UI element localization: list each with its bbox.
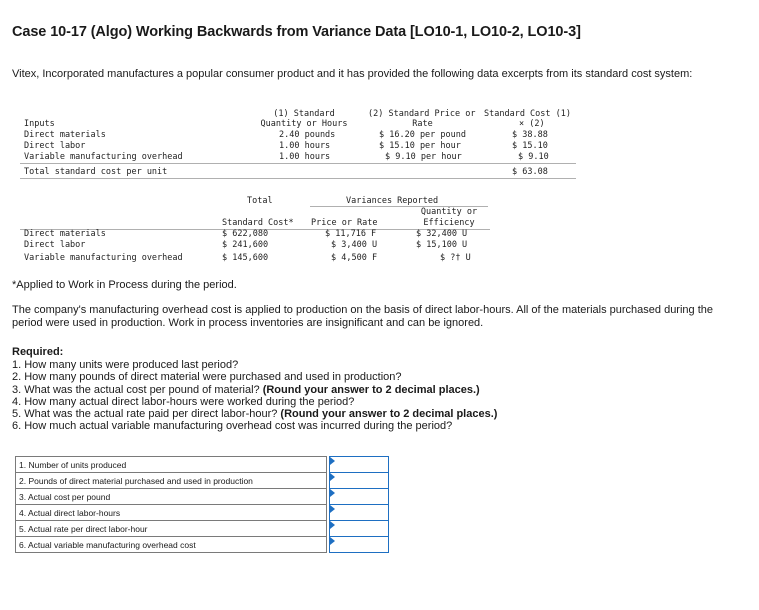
required-text: 5. What was the actual rate paid per direct labor-hour?	[12, 408, 281, 421]
answer-row	[16, 473, 389, 489]
col2-header-line1: (2) Standard Price or	[368, 109, 476, 119]
answer-input-labor-rate[interactable]	[330, 521, 389, 537]
std-row-label: Direct materials	[24, 130, 106, 140]
required-item	[12, 371, 497, 383]
var-row-qty	[440, 253, 471, 264]
std-row-price: $ 9.10 per hour	[385, 152, 462, 162]
std-row-label: Variable manufacturing overhead	[24, 152, 183, 162]
answer-row	[16, 457, 389, 473]
required-item	[12, 408, 497, 420]
answer-table	[15, 456, 389, 553]
col2-header-line2: Rate	[412, 119, 433, 129]
std-row-cost: $ 9.10	[518, 152, 549, 162]
var-row-price: $ 11,716 F	[325, 229, 377, 239]
qty-eff-header-line2: Efficiency	[423, 218, 475, 228]
inputs-header: Inputs	[24, 119, 55, 129]
total-label: Total standard cost per unit	[24, 167, 168, 177]
answer-row	[16, 489, 389, 505]
var-row-label: Variable manufacturing overhead	[24, 253, 183, 263]
var-row-std-cost: $ 241,600	[222, 240, 269, 250]
page-title: Case 10-17 (Algo) Working Backwards from Variance Data [LO10-1, LO10-2, LO10-3]	[12, 24, 581, 40]
required-heading: Required:	[12, 346, 64, 358]
required-text: 4. How many actual direct labor-hours were worked during the period?	[12, 395, 355, 408]
answer-label: 3. Actual cost per pound	[16, 489, 327, 505]
answer-row	[16, 537, 389, 553]
required-text: 6. How much actual variable manufacturing overhead cost was incurred during the period?	[12, 420, 453, 433]
col1-header-line2: Quantity or Hours	[260, 119, 348, 129]
required-item	[12, 396, 497, 408]
answer-label: 4. Actual direct labor-hours	[16, 505, 327, 521]
required-list	[12, 359, 497, 433]
divider	[20, 163, 576, 164]
var-row-std-cost: $ 622,080	[222, 229, 269, 239]
required-item	[12, 384, 497, 396]
answer-input-cost-per-pound[interactable]	[330, 489, 389, 505]
rounding-note: (Round your answer to 2 decimal places.)	[280, 408, 498, 421]
answer-label: 2. Pounds of direct material purchased and used in production	[16, 473, 327, 489]
answer-input-pounds-material[interactable]	[330, 473, 389, 489]
var-row-std-cost: $ 145,600	[222, 253, 269, 263]
answer-input-overhead-cost[interactable]	[330, 537, 389, 553]
answer-input-units-produced[interactable]	[330, 457, 389, 473]
std-row-cost: $ 38.88	[512, 130, 548, 140]
footnote: *Applied to Work in Process during the period.	[12, 279, 237, 291]
std-row-label: Direct labor	[24, 141, 86, 151]
required-text: 2. How many pounds of direct material were purchased and used in production?	[12, 371, 402, 384]
qty-eff-header-line1: Quantity or	[420, 207, 478, 217]
intro-text: Vitex, Incorporated manufactures a popular consumer product and it has provided the following data excerpts from its standard cost system:	[12, 68, 693, 80]
required-item	[12, 420, 497, 432]
var-row-qty-prefix: $	[440, 253, 446, 263]
var-row-qty: $ 15,100 U	[416, 240, 468, 250]
std-row-price: $ 15.10 per hour	[379, 141, 461, 151]
standard-cost-header: Standard Cost*	[222, 218, 294, 228]
std-row-qty: 1.00 hours	[279, 152, 331, 162]
var-row-qty: $ 32,400 U	[416, 229, 468, 239]
var-row-qty-mark: ?†	[450, 253, 461, 263]
std-row-price: $ 16.20 per pound	[379, 130, 466, 140]
description-paragraph: The company's manufacturing overhead cost is applied to production on the basis of direct labor-hours. All of the materials purchased during the period were used in production. Work in process inventories are insignificant and can be ignored.	[12, 304, 713, 329]
std-row-qty: 1.00 hours	[279, 141, 331, 151]
answer-input-labor-hours[interactable]	[330, 505, 389, 521]
col1-header-line1: (1) Standard	[273, 109, 335, 119]
total-value: $ 63.08	[512, 167, 548, 177]
std-row-cost: $ 15.10	[512, 141, 548, 151]
var-row-price: $ 3,400 U	[331, 240, 378, 250]
variances-header: Variances Reported	[346, 196, 439, 206]
answer-row	[16, 505, 389, 521]
answer-label: 6. Actual variable manufacturing overhead cost	[16, 537, 327, 553]
col3-header-line2: × (2)	[519, 119, 545, 129]
total-header: Total	[247, 196, 273, 206]
var-row-qty-suffix: U	[465, 253, 471, 263]
var-row-label: Direct labor	[24, 240, 86, 250]
answer-label: 5. Actual rate per direct labor-hour	[16, 521, 327, 537]
divider	[20, 178, 576, 179]
required-item	[12, 359, 497, 371]
answer-label: 1. Number of units produced	[16, 457, 327, 473]
rounding-note: (Round your answer to 2 decimal places.)	[262, 383, 480, 396]
required-text: 1. How many units were produced last period?	[12, 359, 239, 371]
std-row-qty: 2.40 pounds	[279, 130, 336, 140]
required-text: 3. What was the actual cost per pound of material?	[12, 383, 263, 396]
var-row-label: Direct materials	[24, 229, 106, 239]
col3-header-line1: Standard Cost (1)	[484, 109, 571, 119]
answer-row	[16, 521, 389, 537]
var-row-price: $ 4,500 F	[331, 253, 378, 263]
price-rate-header: Price or Rate	[311, 218, 378, 228]
